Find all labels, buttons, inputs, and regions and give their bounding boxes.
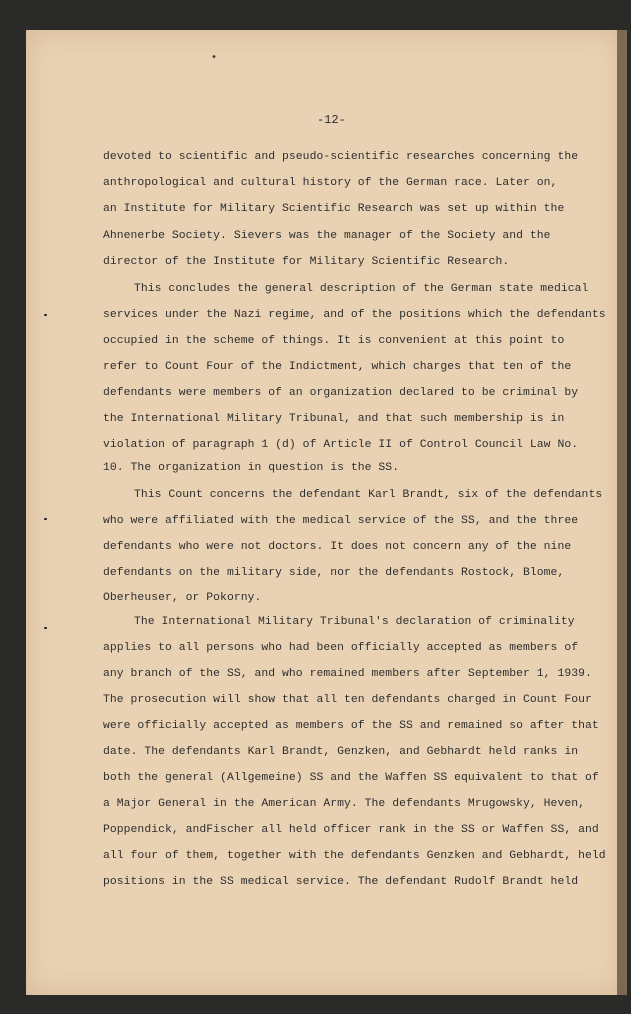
text-line: defendants on the military side, nor the defendants Rostock, Blome, [103,567,565,579]
text-line: applies to all persons who had been officially accepted as members of [103,642,579,654]
text-line: positions in the SS medical service. The defendant Rudolf Brandt held [103,876,579,888]
page-mark: • [211,52,218,63]
text-line: all four of them, together with the defendants Genzken and Gebhardt, held [103,850,606,862]
text-line: anthropological and cultural history of the German race. Later on, [103,177,558,189]
paper-speck [44,518,47,520]
text-line: violation of paragraph 1 (d) of Article II of Control Council Law No. [103,439,579,451]
text-line: an Institute for Military Scientific Research was set up within the [103,203,565,215]
text-line: The prosecution will show that all ten defendants charged in Count Four [103,694,592,706]
text-line: defendants who were not doctors. It does not concern any of the nine [103,541,572,553]
text-line: a Major General in the American Army. The defendants Mrugowsky, Heven, [103,798,585,810]
page-edge [617,30,627,995]
text-line: occupied in the scheme of things. It is convenient at this point to [103,335,565,347]
text-line: services under the Nazi regime, and of the positions which the defendants [103,309,606,321]
text-line: Ahnenerbe Society. Sievers was the manager of the Society and the [103,230,551,242]
text-line: Poppendick, andFischer all held officer rank in the SS or Waffen SS, and [103,824,599,836]
text-line: who were affiliated with the medical service of the SS, and the three [103,515,579,527]
text-line: director of the Institute for Military Scientific Research. [103,256,510,268]
text-line: both the general (Allgemeine) SS and the Waffen SS equivalent to that of [103,772,599,784]
text-line: defendants were members of an organization declared to be criminal by [103,387,579,399]
text-line: were officially accepted as members of the SS and remained so after that [103,720,599,732]
paper-speck [44,314,47,316]
text-line: devoted to scientific and pseudo-scientific researches concerning the [103,151,579,163]
text-line: The International Military Tribunal's declaration of criminality [134,616,575,628]
text-line: date. The defendants Karl Brandt, Genzken, and Gebhardt held ranks in [103,746,579,758]
text-line: This Count concerns the defendant Karl Brandt, six of the defendants [134,489,603,501]
text-line: refer to Count Four of the Indictment, which charges that ten of the [103,361,572,373]
text-line: 10. The organization in question is the SS. [103,462,400,474]
page-number: -12- [317,113,346,127]
text-line: any branch of the SS, and who remained members after September 1, 1939. [103,668,592,680]
text-line: Oberheuser, or Pokorny. [103,592,262,604]
text-line: This concludes the general description of the German state medical [134,283,589,295]
paper-speck [44,627,47,629]
text-line: the International Military Tribunal, and that such membership is in [103,413,565,425]
